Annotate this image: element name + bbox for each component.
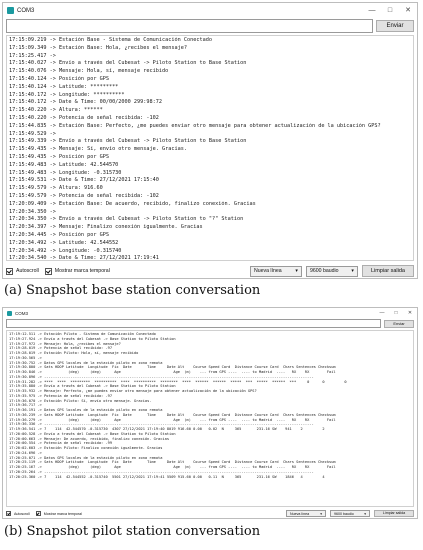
- log-line: 17:19:30.752 -> Datos GPS locales de la estación piloto en zona remota: [9, 360, 163, 365]
- baud-select[interactable]: [306, 266, 358, 277]
- baud-value: 9600 baudio: [310, 268, 339, 274]
- log-line: 17:20:02.603 -> Estación Piloto: Finalizo conexión igualmente. Gracias: [9, 446, 163, 450]
- serial-output[interactable]: [6, 330, 414, 507]
- footer-bar: [3, 264, 417, 278]
- checkbox-checked-icon: [6, 268, 13, 275]
- log-line: 17:20:25.119 -> Sats HDOP Latitude Longitude Fix Date Time Date Alt Course Speed Card Distance Course Card Chars Sentences Checksum: [9, 460, 336, 465]
- log-line: 17:20:25.167 -> (deg) (deg) Age Age (m) --- from GPS ---- ---- to Madrid ---- RX RX Fail: [9, 465, 336, 469]
- log-line: 17:20:00.528 -> Envío a través del Cubesat -> Base Station to Piloto Station: [9, 431, 176, 436]
- log-line: 17:19:31.282 -> **** **** ********* ********** **** ********** ******** **** ****** ****** ***** *** ***** ****** *** 0 0 0: [9, 379, 347, 384]
- log-line: 17:19:36.336 -> ---------------------------------------------------------------------------------------------------------------------------: [9, 422, 314, 427]
- log-line: 17:19:36.191 -> Datos GPS locales de la estación piloto en zona remota: [9, 408, 163, 412]
- log-line: 17:15:49.531 -> Date & Time: 27/12/2021 17:15:40: [9, 177, 159, 184]
- timestamp-checkbox[interactable]: [36, 511, 82, 516]
- log-line: 17:19:36.070 -> Estación Piloto: Sí, envío otro mensaje. Gracias.: [9, 398, 152, 403]
- checkbox-checked-icon: [36, 511, 41, 516]
- log-line: 17:15:49.435 -> Mensaje: Sí, envío otro mensaje. Gracias.: [9, 146, 188, 153]
- line-ending-value: Nueva línea: [254, 268, 282, 274]
- baud-value: 9600 baudio: [334, 511, 354, 516]
- log-line: 17:20:25.071 -> Datos GPS locales de la estación piloto en zona remota: [9, 455, 163, 460]
- chevron-down-icon: ▾: [320, 511, 322, 516]
- log-line: 17:15:40.172 -> Date & Time: 00/00/2000 299:98:72: [9, 99, 163, 106]
- log-line: 17:19:35.932 -> Mensaje: Perfecto, ¿me puedes enviar otro mensaje para obtener actualización de la ubicación GPS?: [9, 389, 257, 393]
- close-icon[interactable]: ✕: [407, 310, 413, 316]
- log-line: 17:20:00.554 -> Potencia de señal recibida: -99: [9, 441, 113, 446]
- send-button[interactable]: Enviar: [384, 320, 414, 328]
- log-line: 17:19:30.565 ->: [9, 355, 45, 360]
- autoscroll-checkbox[interactable]: [6, 268, 39, 275]
- log-line: 17:15:49.579 -> Altura: 916.60: [9, 185, 103, 192]
- log-line: 17:19:36.279 -> (deg) (deg) Age Age (m) --- from GPS ---- ---- to Madrid ---- RX RX Fail: [9, 417, 336, 422]
- baud-select[interactable]: [330, 510, 370, 517]
- log-line: 17:15:40.172 -> Longitude: **********: [9, 91, 125, 98]
- log-line: 17:15:40.076 -> Mensaje: Hola, sí, mensaje recibido: [9, 68, 169, 75]
- window-title: COM3: [15, 310, 29, 316]
- log-line: 17:20:34.492 -> Latitude: 42.544552: [9, 239, 119, 246]
- log-line: 17:15:49.529 ->: [9, 130, 59, 137]
- checkbox-checked-icon: [45, 268, 52, 275]
- log-line: 17:20:25.360 -> 7 114 42.544552 -0.315740 5501 27/12/2021 17:19:41 5509 915.60 0.00 0.11 N 365 231.16 SW 1846 4 4: [9, 474, 325, 479]
- caption-a: (a) Snapshot base station conversation: [4, 283, 261, 298]
- maximize-icon[interactable]: □: [394, 310, 398, 316]
- log-line: 17:19:36.239 -> Sats HDOP Latitude Longitude Fix Date Time Date Alt Course Speed Card Distance Course Card Chars Sentences Checksum: [9, 412, 336, 417]
- log-line: 17:19:35.975 -> Potencia de señal recibida: -97: [9, 393, 113, 398]
- send-row: [3, 319, 417, 328]
- log-line: 17:20:34.445 -> Posición por GPS: [9, 231, 109, 238]
- line-ending-select[interactable]: [286, 510, 326, 517]
- log-line: 17:15:49.483 -> Longitude: -0.315730: [9, 169, 122, 176]
- arduino-app-icon: [7, 7, 14, 14]
- log-line: 17:15:40.220 -> Altura: ******: [9, 107, 103, 114]
- chevron-down-icon: ▾: [364, 511, 366, 516]
- log-line: 17:15:49.483 -> Latitude: 42.544570: [9, 161, 119, 168]
- title-bar: [3, 308, 417, 318]
- log-line: 17:20:34.492 -> Longitude: -0.315740: [9, 247, 122, 254]
- arduino-app-icon: [7, 311, 12, 316]
- log-line: 17:15:49.339 -> Envío a través del Cubesat -> Piloto Station to Base Station: [9, 138, 247, 145]
- send-row: [3, 19, 417, 33]
- log-line: 17:20:34.350 ->: [9, 208, 59, 215]
- log-line: 17:19:30.846 -> (deg) (deg) Age Age (m) --- from GPS ---- ---- to Madrid ---- RX RX Fail: [9, 370, 336, 374]
- caption-b: (b) Snapshot pilot station conversation: [4, 524, 261, 539]
- log-line: 17:19:30.896 -> ---------------------------------------------------------------------------------------------------------------------------: [9, 374, 314, 379]
- minimize-icon[interactable]: —: [368, 7, 376, 14]
- log-line: 17:20:24.696 ->: [9, 450, 45, 455]
- timestamp-checkbox[interactable]: [45, 268, 110, 275]
- timestamp-label: Mostrar marca temporal: [54, 268, 110, 274]
- log-line: 17:15:49.435 -> Posición por GPS: [9, 153, 109, 160]
- serial-monitor-window-base: [2, 2, 418, 279]
- log-line: 17:19:27.972 -> Mensaje: Hola, ¿recibes el mensaje?: [9, 341, 121, 346]
- line-ending-select[interactable]: [250, 266, 302, 277]
- log-line: 17:20:34.397 -> Mensaje: Finalizo conexión igualmente. Gracias: [9, 224, 203, 231]
- window-title: COM3: [17, 7, 35, 14]
- log-line: 17:15:09.349 -> Estación Base: Hola, ¿recibes el mensaje?: [9, 44, 188, 51]
- title-bar: [3, 3, 417, 18]
- clear-output-button[interactable]: Limpiar salida: [374, 510, 414, 517]
- serial-output[interactable]: [6, 35, 414, 261]
- log-line: 17:15:44.835 -> Estación Base: Perfecto, ¿me puedes enviar otro mensaje para obtener actualización de la ubicación GPS?: [9, 122, 381, 129]
- send-input[interactable]: [6, 19, 373, 33]
- autoscroll-label: Autoscroll: [14, 511, 30, 516]
- log-line: 17:19:12.511 -> Estación Piloto - Sistema de Comunicación Conectado: [9, 332, 156, 336]
- footer-bar: [3, 509, 417, 518]
- log-line: 17:15:25.417 ->: [9, 52, 59, 59]
- maximize-icon[interactable]: □: [387, 7, 393, 14]
- log-line: 17:15:40.027 -> Envío a través del Cubesat -> Piloto Station to Base Station: [9, 60, 247, 67]
- chevron-down-icon: ▾: [351, 268, 354, 274]
- log-line: 17:19:28.019 -> Estación Piloto: Hola, sí, mensaje recibido: [9, 351, 139, 355]
- timestamp-label: Mostrar marca temporal: [43, 511, 82, 516]
- log-line: 17:15:09.219 -> Estación Base - Sistema de Comunicación Conectado: [9, 37, 213, 43]
- log-line: 17:15:40.124 -> Posición por GPS: [9, 75, 109, 82]
- minimize-icon[interactable]: —: [379, 310, 385, 316]
- log-line: 17:19:30.800 -> Sats HDOP Latitude Longitude Fix Date Time Date Alt Course Speed Card Distance Course Card Chars Sentences Checksum: [9, 365, 336, 370]
- log-line: 17:20:25.264 -> ---------------------------------------------------------------------------------------------------------------------------: [9, 469, 314, 474]
- log-line: 17:19:36.717 ->: [9, 403, 45, 408]
- log-line: 17:19:27.924 -> Envío a través del Cubesat -> Base Station to Piloto Station: [9, 336, 176, 341]
- checkbox-checked-icon: [6, 511, 11, 516]
- log-line: 17:19:35.880 -> Envío a través del Cubesat -> Base Station to Piloto Station: [9, 384, 176, 389]
- log-line: 17:20:00.663 -> Mensaje: De acuerdo, recibido, finalizo conexión. Gracias: [9, 436, 170, 441]
- log-line: 17:20:09.409 -> Estación Base: De acuerdo, recibido, finalizo conexión. Gracias: [9, 200, 256, 207]
- chevron-down-icon: ▾: [295, 268, 298, 274]
- log-line: 17:20:34.350 -> Envío a través del Cubesat -> Piloto Station to "?" Station: [9, 216, 244, 223]
- send-input[interactable]: [6, 319, 381, 328]
- clear-output-button[interactable]: Limpiar salida: [362, 265, 414, 277]
- log-line: 17:15:49.579 -> Potencia de señal recibida: -102: [9, 192, 159, 199]
- log-line: 17:15:40.220 -> Potencia de señal recibida: -102: [9, 114, 159, 121]
- close-icon[interactable]: ✕: [405, 7, 411, 14]
- log-line: 17:20:34.540 -> Date & Time: 27/12/2021 17:19:41: [9, 255, 159, 261]
- serial-monitor-window-pilot: [2, 307, 418, 519]
- log-line: 17:15:40.124 -> Latitude: *********: [9, 83, 119, 90]
- log-line: 17:19:36.541 -> 7 114 42.544570 -0.315730 4307 27/12/2021 17:19:40 8019 916.60 0.00 0.02 N 365 231.16 SW 941 2 2: [9, 427, 325, 431]
- autoscroll-label: Autoscroll: [16, 268, 39, 274]
- log-line: 17:19:28.019 -> Potencia de señal recibida: -97: [9, 346, 113, 351]
- send-button[interactable]: Enviar: [376, 20, 414, 32]
- autoscroll-checkbox[interactable]: [6, 511, 30, 516]
- line-ending-value: Nueva línea: [290, 511, 310, 516]
